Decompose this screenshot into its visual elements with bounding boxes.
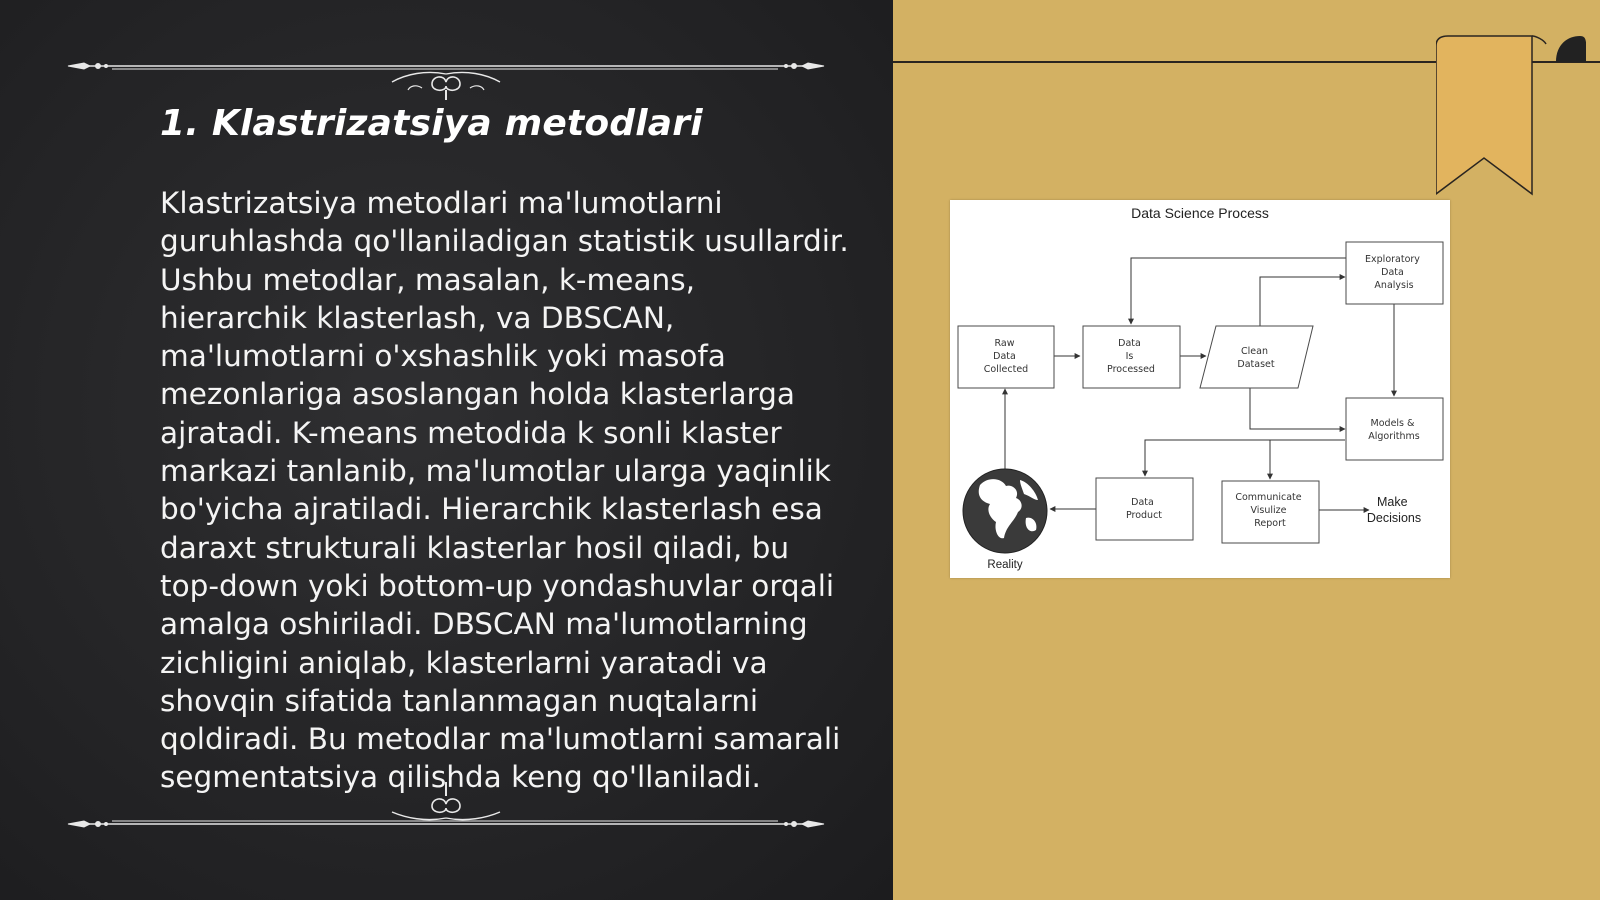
svg-text:Clean Dataset: Clean Dataset bbox=[1237, 346, 1275, 370]
node-models-algorithms bbox=[1346, 398, 1443, 460]
bookmark-ribbon-icon bbox=[1436, 34, 1586, 200]
svg-text:Raw Data Colle: Raw Data Collected bbox=[983, 338, 1029, 375]
bottom-ornament-divider bbox=[66, 778, 826, 838]
slide-body-text: Klastrizatsiya metodlari ma'lumotlarni guruhlashda qo'llaniladigan statistik usullardir. Ushbu metodlar, masalan, k-means, hierarchik klasterlash, va DBSCAN, ma'lumotlarni o'xshashlik yoki masofa mezonlariga asoslangan holda klasterlarga ajratadi. K-means metodida k sonli klaster markazi tanlanib, ma'lumotlar ularga yaqinlik bo'yicha ajratiladi. Hierarchik klasterlash esa daraxt strukturali klasterlar hosil qiladi, bu top-down yoki bottom-up yondashuvlar orqali amalga oshiriladi. DBSCAN ma'lumotlarning zichligini aniqlab, klasterlarni yaratadi va shovqin sifatida tanlanmagan nuqtalarni qoldiradi. Bu metodlar ma'lumotlarni samarali segmentatsiya qilishda keng qo'llaniladi. bbox=[160, 186, 849, 795]
svg-text:Make Decisions: Make Decisions bbox=[1366, 495, 1422, 525]
node-data-product bbox=[1096, 478, 1193, 540]
globe-icon bbox=[963, 469, 1047, 553]
svg-text:Data Is Proces: Data Is Processed bbox=[1107, 338, 1155, 375]
svg-text:Data Product: Data Product bbox=[1125, 497, 1163, 521]
svg-text:Exploratory Data: Exploratory Data Analysis bbox=[1365, 254, 1420, 291]
svg-text:Communicate Visulize: Communicate Visulize Report bbox=[1235, 492, 1302, 529]
node-exploratory-data-analysis bbox=[1346, 242, 1443, 304]
node-data-is-processed bbox=[1083, 326, 1180, 388]
node-clean-dataset bbox=[1200, 326, 1313, 388]
reality-label: Reality bbox=[987, 559, 1023, 571]
node-communicate-visualize-report bbox=[1222, 481, 1319, 543]
node-make-decisions bbox=[1367, 495, 1421, 525]
slide-title: 1. Klastrizatsiya metodlari bbox=[160, 103, 703, 144]
top-ornament-divider bbox=[66, 40, 826, 100]
diagram-edges bbox=[1005, 258, 1394, 510]
data-science-process-diagram bbox=[950, 200, 1450, 578]
diagram-title: Data Science Process bbox=[1131, 205, 1269, 221]
svg-text:Models & Algorithms: Models & Algorithms bbox=[1368, 418, 1420, 442]
node-raw-data-collected bbox=[958, 326, 1054, 388]
